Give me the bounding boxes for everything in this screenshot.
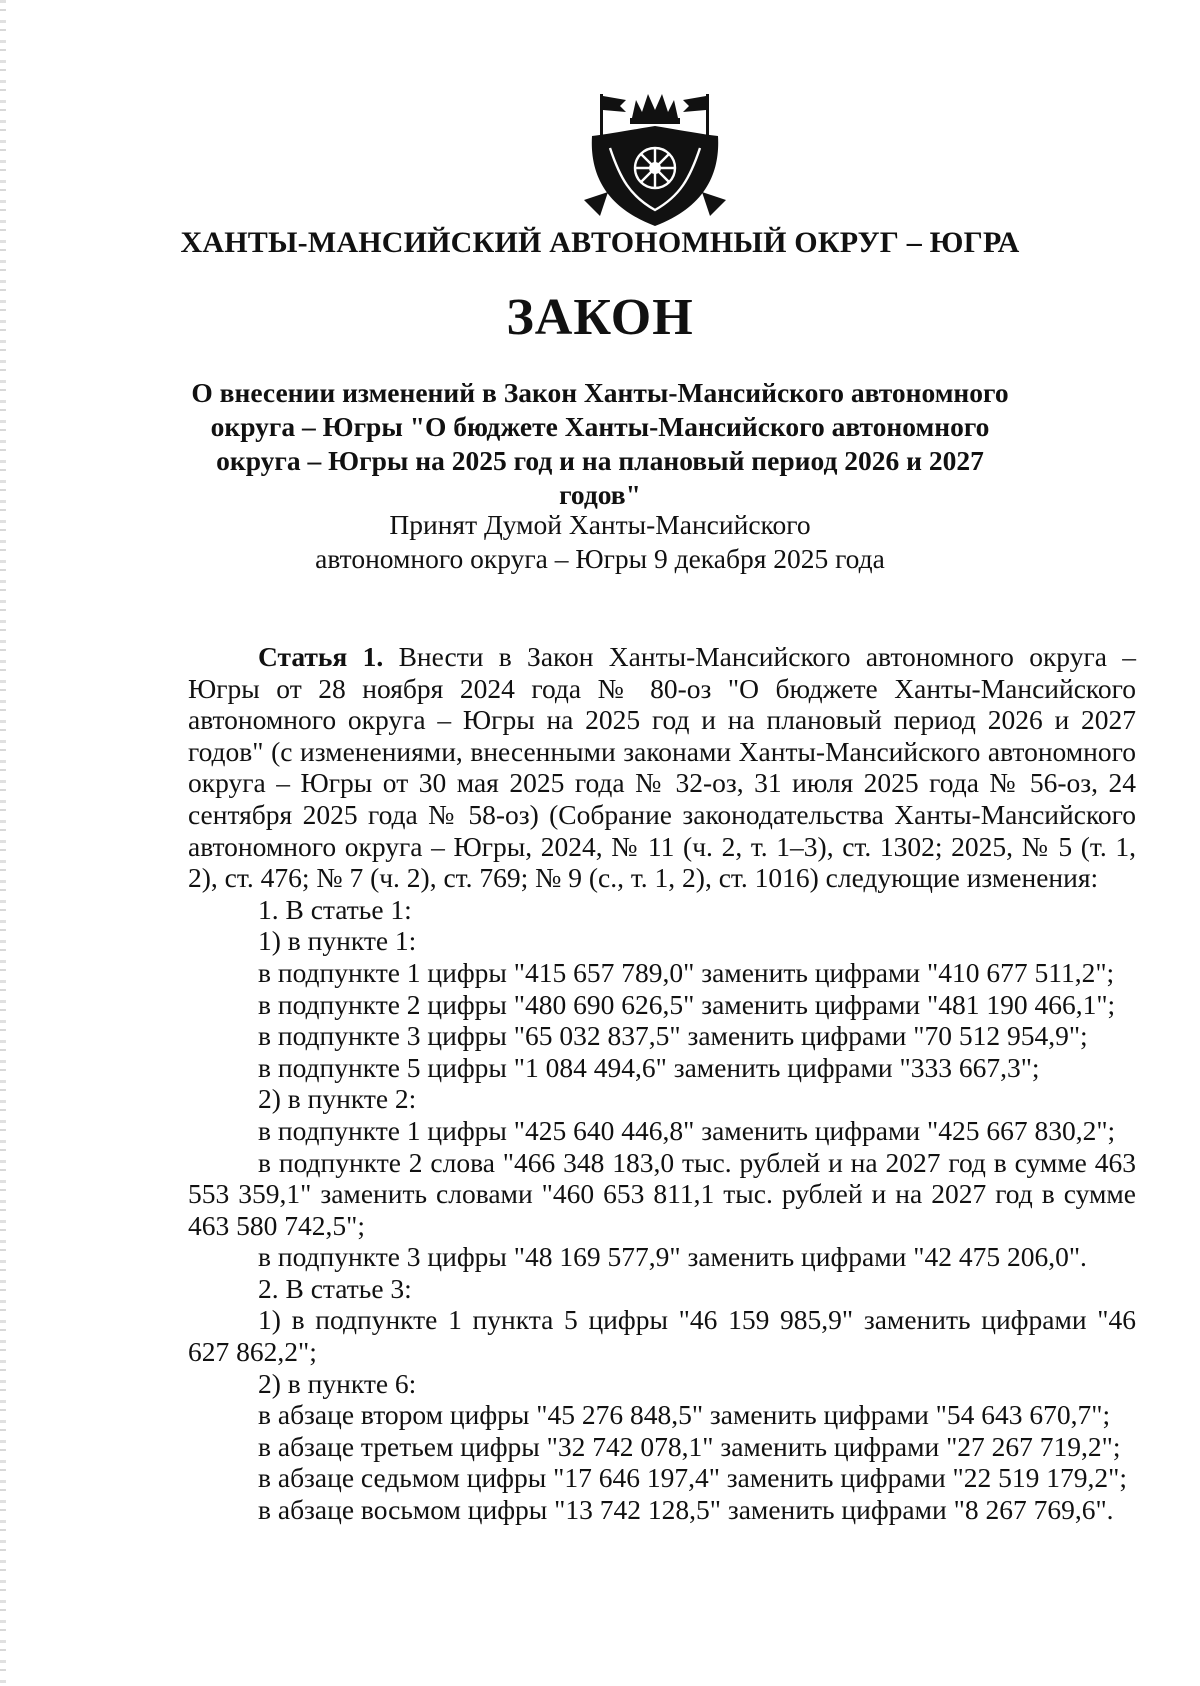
coat-of-arms-icon — [580, 88, 730, 230]
article-item-line: в абзаце втором цифры "45 276 848,5" заменить цифрами "54 643 670,7"; — [258, 1399, 1111, 1431]
article-item-line: 2. В статье 3: — [258, 1272, 412, 1304]
article-intro-text: Внести в Закон Ханты-Мансийского автономного округа – Югры от 28 ноября 2024 года № 80-оз "О бюджете Ханты-Мансийского автономного округа – Югры на 2025 год и на плановый период 2026 и 2027 годов" (с изменениями, внесенными законами Ханты-Мансийского автономного округа – Югры от 30 мая 2025 года № 32-оз, 31 июля 2025 года № 56-оз, 24 сентября 2025 года № 58-оз) (Собрание законодательства Ханты-Мансийского автономного округа – Югры, 2024, № 11 (ч. 2, т. 1–3), ст. 1302; 2025, № 5 (т. 1, 2), ст. 476; № 7 (ч. 2), ст. 769; № 9 (с., т. 1, 2), ст. 1016) следующие изменения: — [188, 641, 1136, 894]
law-subject-heading — [180, 376, 1020, 512]
article-item-line: 2) в пункте 6: — [258, 1367, 417, 1399]
article-item-line: в абзаце третьем цифры "32 742 078,1" заменить цифрами "27 267 719,2"; — [258, 1430, 1121, 1462]
article-item-line: в подпункте 5 цифры "1 084 494,6" заменить цифрами "333 667,3"; — [258, 1051, 1040, 1083]
subject-line: О внесении изменений в Закон Ханты-Мансийского автономного — [191, 377, 1009, 408]
region-title: ХАНТЫ-МАНСИЙСКИЙ АВТОНОМНЫЙ ОКРУГ – ЮГРА — [180, 226, 1020, 259]
adoption-line: автономного округа – Югры 9 декабря 2025 года — [315, 543, 885, 574]
article-item-line: 1) в пункте 1: — [258, 925, 417, 957]
article-item-line: в абзаце восьмом цифры "13 742 128,5" заменить цифрами "8 267 769,6". — [258, 1494, 1114, 1526]
article-body — [188, 641, 1136, 1526]
article-number: Статья 1. — [258, 641, 384, 672]
article-item-line: 1) в подпункте 1 пункта 5 цифры "46 159 985,9" заменить цифрами "46 627 862,2"; — [188, 1304, 1136, 1368]
article-item-line: в подпункте 2 слова "466 348 183,0 тыс. рублей и на 2027 год в сумме 463 553 359,1" заменить словами "460 653 811,1 тыс. рублей и на 2027 год в сумме 463 580 742,5"; — [188, 1146, 1136, 1241]
adoption-line: Принят Думой Ханты-Мансийского — [389, 509, 811, 540]
subject-line: округа – Югры "О бюджете Ханты-Мансийского автономного — [210, 411, 990, 442]
article-item-line: 2) в пункте 2: — [258, 1083, 417, 1115]
article-items — [188, 894, 1136, 1526]
subject-line: округа – Югры на 2025 год и на плановый период 2026 и 2027 годов" — [216, 445, 984, 510]
article-item-line: в подпункте 3 цифры "48 169 577,9" заменить цифрами "42 475 206,0". — [258, 1241, 1087, 1273]
article-item-line: в подпункте 3 цифры "65 032 837,5" заменить цифрами "70 512 954,9"; — [258, 1020, 1088, 1052]
article-item-line: в подпункте 1 цифры "425 640 446,8" заменить цифрами "425 667 830,2"; — [258, 1114, 1116, 1146]
article-item-line: в абзаце седьмом цифры "17 646 197,4" заменить цифрами "22 519 179,2"; — [258, 1462, 1128, 1494]
article-item-line: в подпункте 2 цифры "480 690 626,5" заменить цифрами "481 190 466,1"; — [258, 988, 1116, 1020]
document-type-title: ЗАКОН — [506, 289, 694, 346]
article-item-line: 1. В статье 1: — [258, 893, 412, 925]
article-intro-paragraph — [188, 641, 1136, 894]
article-item-line: в подпункте 1 цифры "415 657 789,0" заменить цифрами "410 677 511,2"; — [258, 956, 1115, 988]
adoption-note — [180, 508, 1020, 576]
